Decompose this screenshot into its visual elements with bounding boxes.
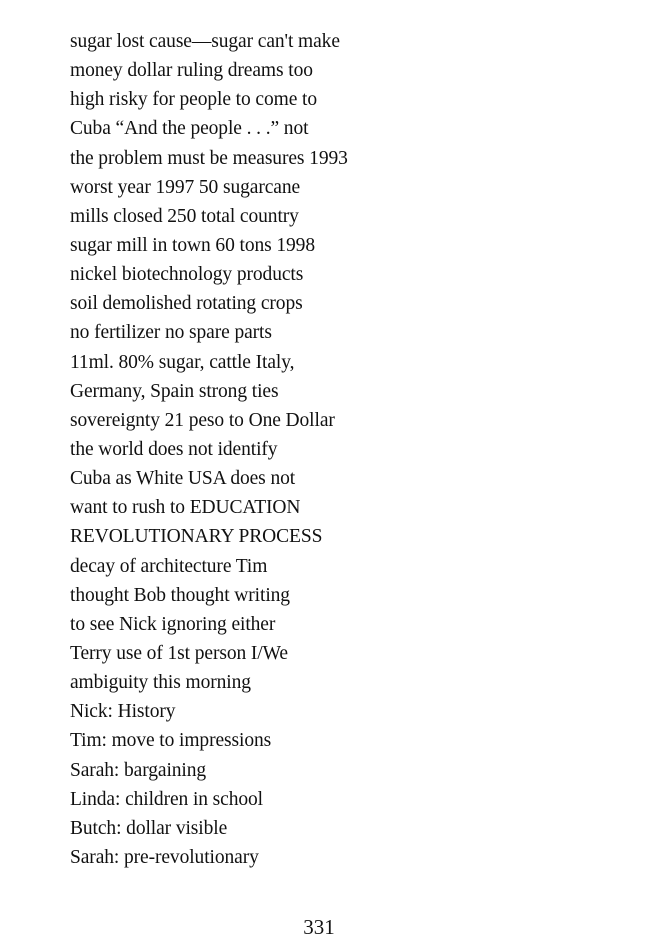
poem-line: nickel biotechnology products (70, 264, 304, 286)
poem-line: the world does not identify (70, 438, 278, 460)
page-number: 331 (303, 915, 335, 939)
poem-line: money dollar ruling dreams too (70, 60, 313, 82)
poem-line: sugar lost cause—sugar can't make (70, 31, 340, 52)
poem-line: Germany, Spain strong ties (70, 380, 279, 402)
poem-line: 11ml. 80% sugar, cattle Italy, (70, 351, 295, 373)
poem-line: Sarah: pre-revolutionary (70, 846, 259, 868)
poem-line: Nick: History (70, 701, 176, 723)
poem-line: worst year 1997 50 sugarcane (70, 176, 301, 198)
poem-line: REVOLUTIONARY PROCESS (70, 526, 323, 548)
poem-line: want to rush to EDUCATION (70, 497, 301, 519)
poem-line: Cuba as White USA does not (70, 468, 296, 490)
poem-body (70, 27, 590, 872)
poem-line: decay of architecture Tim (70, 555, 268, 577)
poem-line: the problem must be measures 1993 (70, 147, 348, 169)
poem-line: thought Bob thought writing (70, 584, 290, 606)
poem-line: sovereignty 21 peso to One Dollar (70, 409, 335, 431)
poem-line: high risky for people to come to (70, 89, 317, 111)
poem-line: Butch: dollar visible (70, 817, 228, 839)
poem-line: soil demolished rotating crops (70, 293, 303, 315)
poem-line: Linda: children in school (70, 788, 263, 810)
poem-line: ambiguity this morning (70, 672, 251, 694)
poem-line: to see Nick ignoring either (70, 613, 276, 635)
poem-line: mills closed 250 total country (70, 205, 299, 227)
poem-line: no fertilizer no spare parts (70, 322, 272, 344)
poem-line: Tim: move to impressions (70, 730, 272, 752)
poem-line: Cuba “And the people . . .” not (70, 118, 309, 140)
poem-line: sugar mill in town 60 tons 1998 (70, 234, 315, 256)
poem-line: Sarah: bargaining (70, 759, 207, 781)
poem-line: Terry use of 1st person I/We (70, 642, 288, 664)
